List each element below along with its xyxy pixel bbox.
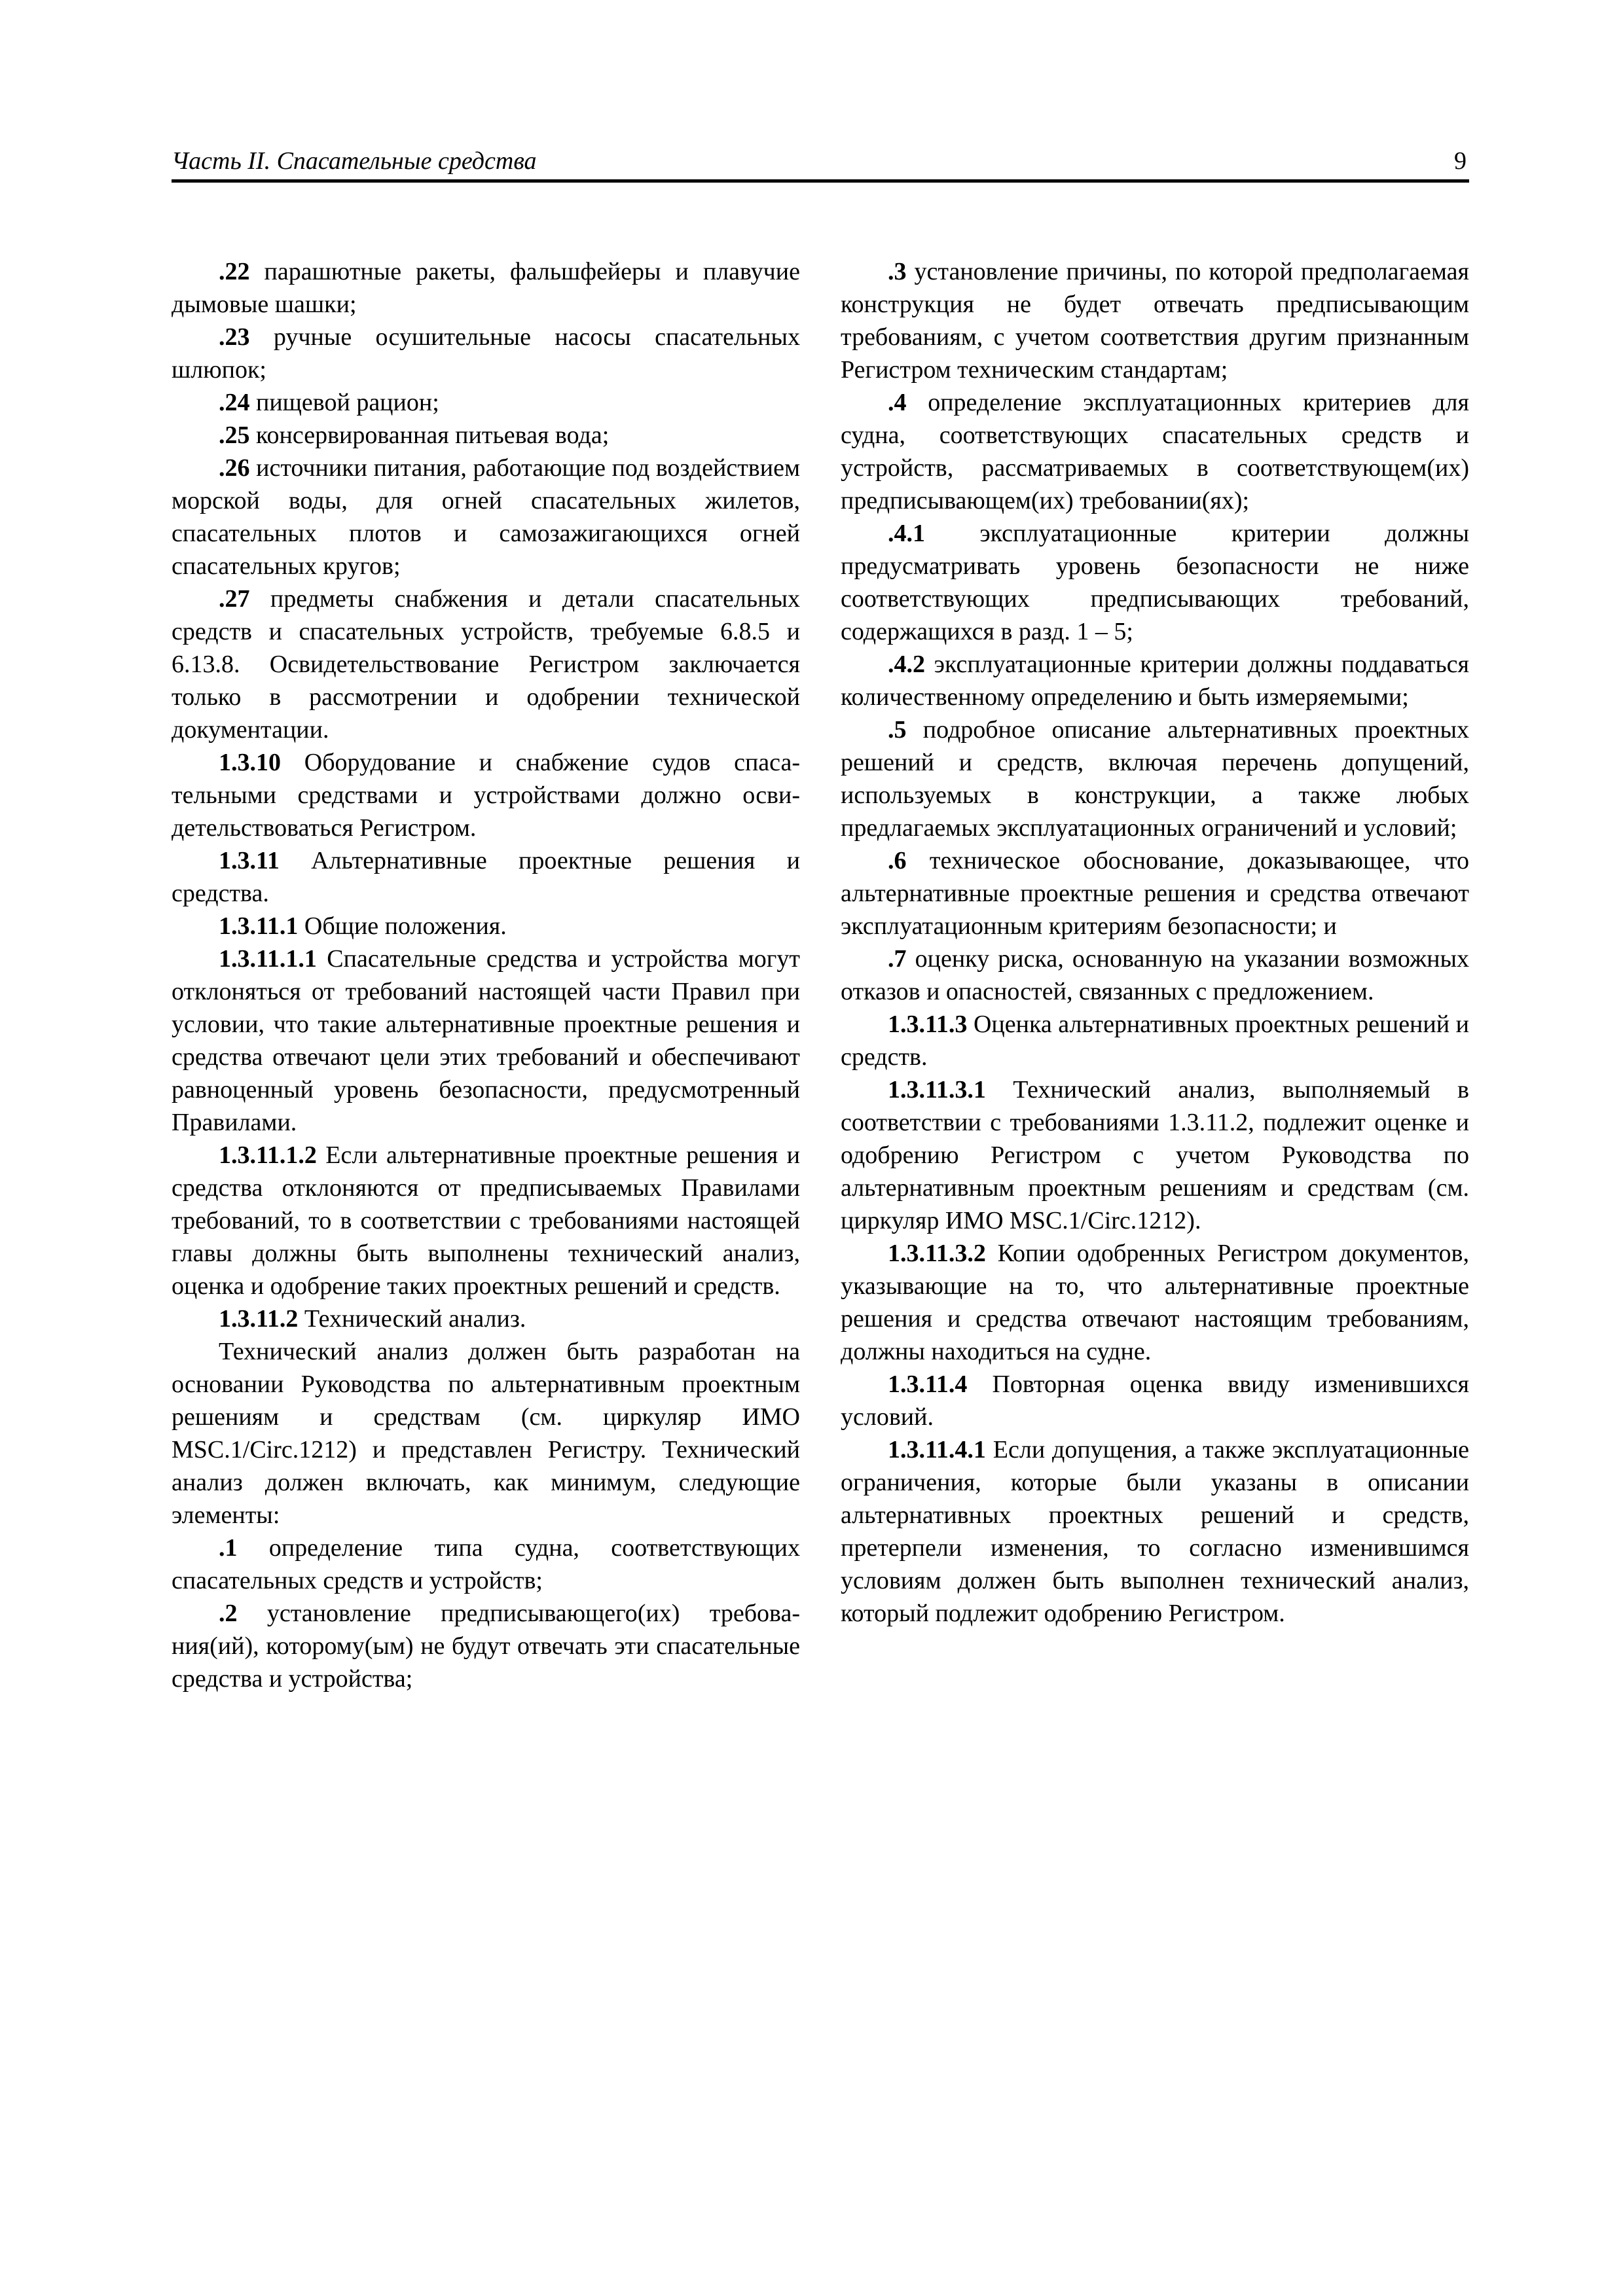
paragraph-text: Технический анализ должен быть разработан на основании Руководства по альтернативным проектным решениям и средствам (см. циркуляр ИМО MSC.1/Circ.1212) и представлен Регистру. Технический анализ должен включать, как минимум, следующие элементы: — [172, 1338, 800, 1529]
clause-number: 1.3.11.3.1 — [888, 1076, 986, 1103]
paragraph — [841, 942, 1469, 1008]
right-column — [841, 255, 1469, 1630]
paragraph-text: Общие положения. — [298, 912, 507, 940]
clause-number: 1.3.11.1 — [219, 912, 299, 940]
clause-number: 1.3.11.1.1 — [219, 945, 317, 973]
paragraph-text: Технический анализ. — [298, 1305, 526, 1333]
paragraph — [841, 255, 1469, 386]
paragraph-text: Оценка альтернативных проектных решений и средств. — [841, 1011, 1469, 1071]
paragraph — [172, 321, 800, 386]
paragraph-text: установление причины, по которой предполагаемая конструкция не будет отвечать предписывающим требованиям, с учетом соответствия другим признанным Регистром техническим стандартам; — [841, 258, 1469, 384]
paragraph — [172, 452, 800, 583]
paragraph — [172, 255, 800, 321]
page-number: 9 — [1454, 147, 1467, 175]
paragraph — [172, 746, 800, 844]
page-header — [172, 145, 1469, 183]
clause-number: .4.2 — [888, 651, 925, 678]
clause-number: .1 — [219, 1534, 238, 1562]
left-column — [172, 255, 800, 1695]
paragraph-text: парашютные ракеты, фальшфейеры и плавучие дымовые шашки; — [172, 258, 800, 318]
clause-number: 1.3.10 — [219, 749, 281, 776]
clause-number: .3 — [888, 258, 907, 285]
paragraph — [841, 713, 1469, 844]
clause-number: .27 — [219, 585, 250, 613]
paragraph-text: предметы снабжения и детали спасательных средств и спасательных устройств, требуемые 6.8.5 и 6.13.8. Освидетельствование Регистром заключается только в рассмотрении и одобрении технической документации. — [172, 585, 800, 744]
paragraph-text: Спасательные средства и устройства могут отклоняться от требований настоящей части Правил при условии, что такие альтернативные проектные решения и средства отвечают цели этих требований и обеспечивают равноценный уровень безопасности, предусмотренный Правилами. — [172, 945, 800, 1136]
paragraph-text: оценку риска, основанную на указании возможных отказов и опасностей, связанных с предложением. — [841, 945, 1469, 1005]
clause-number: 1.3.11.4 — [888, 1371, 968, 1398]
paragraph-text: Технический анализ, выполняемый в соответствии с требованиями 1.3.11.2, подлежит оценке и одобрению Регистром с учетом Руководства по альтернативным проектным решениям и средствам (см. циркуляр ИМО MSC.1/Circ.1212). — [841, 1076, 1469, 1234]
paragraph-text: источники питания, работающие под воздействием морской воды, для огней спасательных жилетов, спасательных плотов и самозажигающихся огней спасательных кругов; — [172, 454, 800, 580]
clause-number: .4.1 — [888, 520, 925, 547]
clause-number: 1.3.11.1.2 — [219, 1141, 317, 1169]
paragraph — [841, 1073, 1469, 1237]
clause-number: 1.3.11.3.2 — [888, 1240, 986, 1267]
paragraph — [841, 648, 1469, 713]
paragraph — [172, 1597, 800, 1695]
paragraph-text: эксплуатационные критерии должны поддаваться количественному определению и быть измеряемыми; — [841, 651, 1469, 711]
paragraph — [841, 386, 1469, 517]
paragraph — [841, 1433, 1469, 1630]
paragraph — [841, 1237, 1469, 1368]
clause-number: .23 — [219, 323, 250, 351]
paragraph-text: установление предписывающего(их) требования(ий), которому(ым) не будут отвечать эти спасательные средства и устройства; — [172, 1600, 800, 1693]
paragraph — [841, 1368, 1469, 1433]
paragraph — [172, 419, 800, 452]
clause-number: 1.3.11.2 — [219, 1305, 299, 1333]
clause-number: .4 — [888, 389, 907, 416]
paragraph — [172, 910, 800, 942]
paragraph — [172, 1532, 800, 1597]
paragraph — [172, 1139, 800, 1302]
paragraph-text: ручные осушительные насосы спасательных шлюпок; — [172, 323, 800, 384]
clause-number: .26 — [219, 454, 250, 482]
paragraph-text: определение типа судна, соответствующих спасательных средств и устройств; — [172, 1534, 800, 1594]
running-title: Часть II. Спасательные средства — [172, 147, 537, 175]
paragraph-text: Повторная оценка ввиду изменившихся условий. — [841, 1371, 1469, 1431]
paragraph-text: определение эксплуатационных критериев для судна, соответствующих спасательных средств и устройств, рассматриваемых в соответствующем(их) предписывающем(их) требовании(ях); — [841, 389, 1469, 514]
clause-number: 1.3.11 — [219, 847, 280, 874]
clause-number: 1.3.11.4.1 — [888, 1436, 986, 1463]
paragraph-text: Оборудование и снабжение судов спасательными средствами и устройствами должно освидетельствоваться Регистром. — [172, 749, 800, 842]
clause-number: .5 — [888, 716, 907, 744]
clause-number: .7 — [888, 945, 907, 973]
paragraph — [172, 844, 800, 910]
paragraph-text: подробное описание альтернативных проектных решений и средств, включая перечень допущений, используемых в конструкции, а также любых предлагаемых эксплуатационных ограничений и условий; — [841, 716, 1469, 842]
clause-number: .6 — [888, 847, 907, 874]
paragraph — [841, 517, 1469, 648]
paragraph-text: Если альтернативные проектные решения и средства отклоняются от предписываемых Правилами требований, то в соответствии с требованиями настоящей главы должны быть выполнены технический анализ, оценка и одобрение таких проектных решений и средств. — [172, 1141, 800, 1300]
paragraph-text: эксплуатационные критерии должны предусматривать уровень безопасности не ниже соответствующих предписывающих требований, содержащихся в разд. 1 – 5; — [841, 520, 1469, 645]
clause-number: .24 — [219, 389, 250, 416]
paragraph — [841, 844, 1469, 942]
paragraph — [841, 1008, 1469, 1073]
paragraph — [172, 583, 800, 746]
paragraph — [172, 942, 800, 1139]
paragraph-text: Если допущения, а также эксплуатационные ограничения, которые были указаны в описании альтернативных проектных решений и средств, претерпели изменения, то согласно изменившимся условиям должен быть выполнен технический анализ, который подлежит одобрению Регистром. — [841, 1436, 1469, 1627]
clause-number: .25 — [219, 422, 250, 449]
paragraph-text: консервированная питьевая вода; — [249, 422, 610, 449]
paragraph-text: Копии одобренных Регистром документов, указывающие на то, что альтернативные проектные решения и средства отвечают настоящим требованиям, должны находиться на судне. — [841, 1240, 1469, 1365]
clause-number: 1.3.11.3 — [888, 1011, 968, 1038]
clause-number: .22 — [219, 258, 250, 285]
paragraph-text: пищевой рацион; — [249, 389, 439, 416]
paragraph — [172, 1302, 800, 1335]
paragraph-text: техническое обоснование, доказывающее, что альтернативные проектные решения и средства отвечают эксплуатационным критериям безопасности; и — [841, 847, 1469, 940]
clause-number: .2 — [219, 1600, 238, 1627]
paragraph — [172, 1335, 800, 1532]
paragraph — [172, 386, 800, 419]
paragraph-text: Альтернативные проектные решения и средства. — [172, 847, 800, 907]
